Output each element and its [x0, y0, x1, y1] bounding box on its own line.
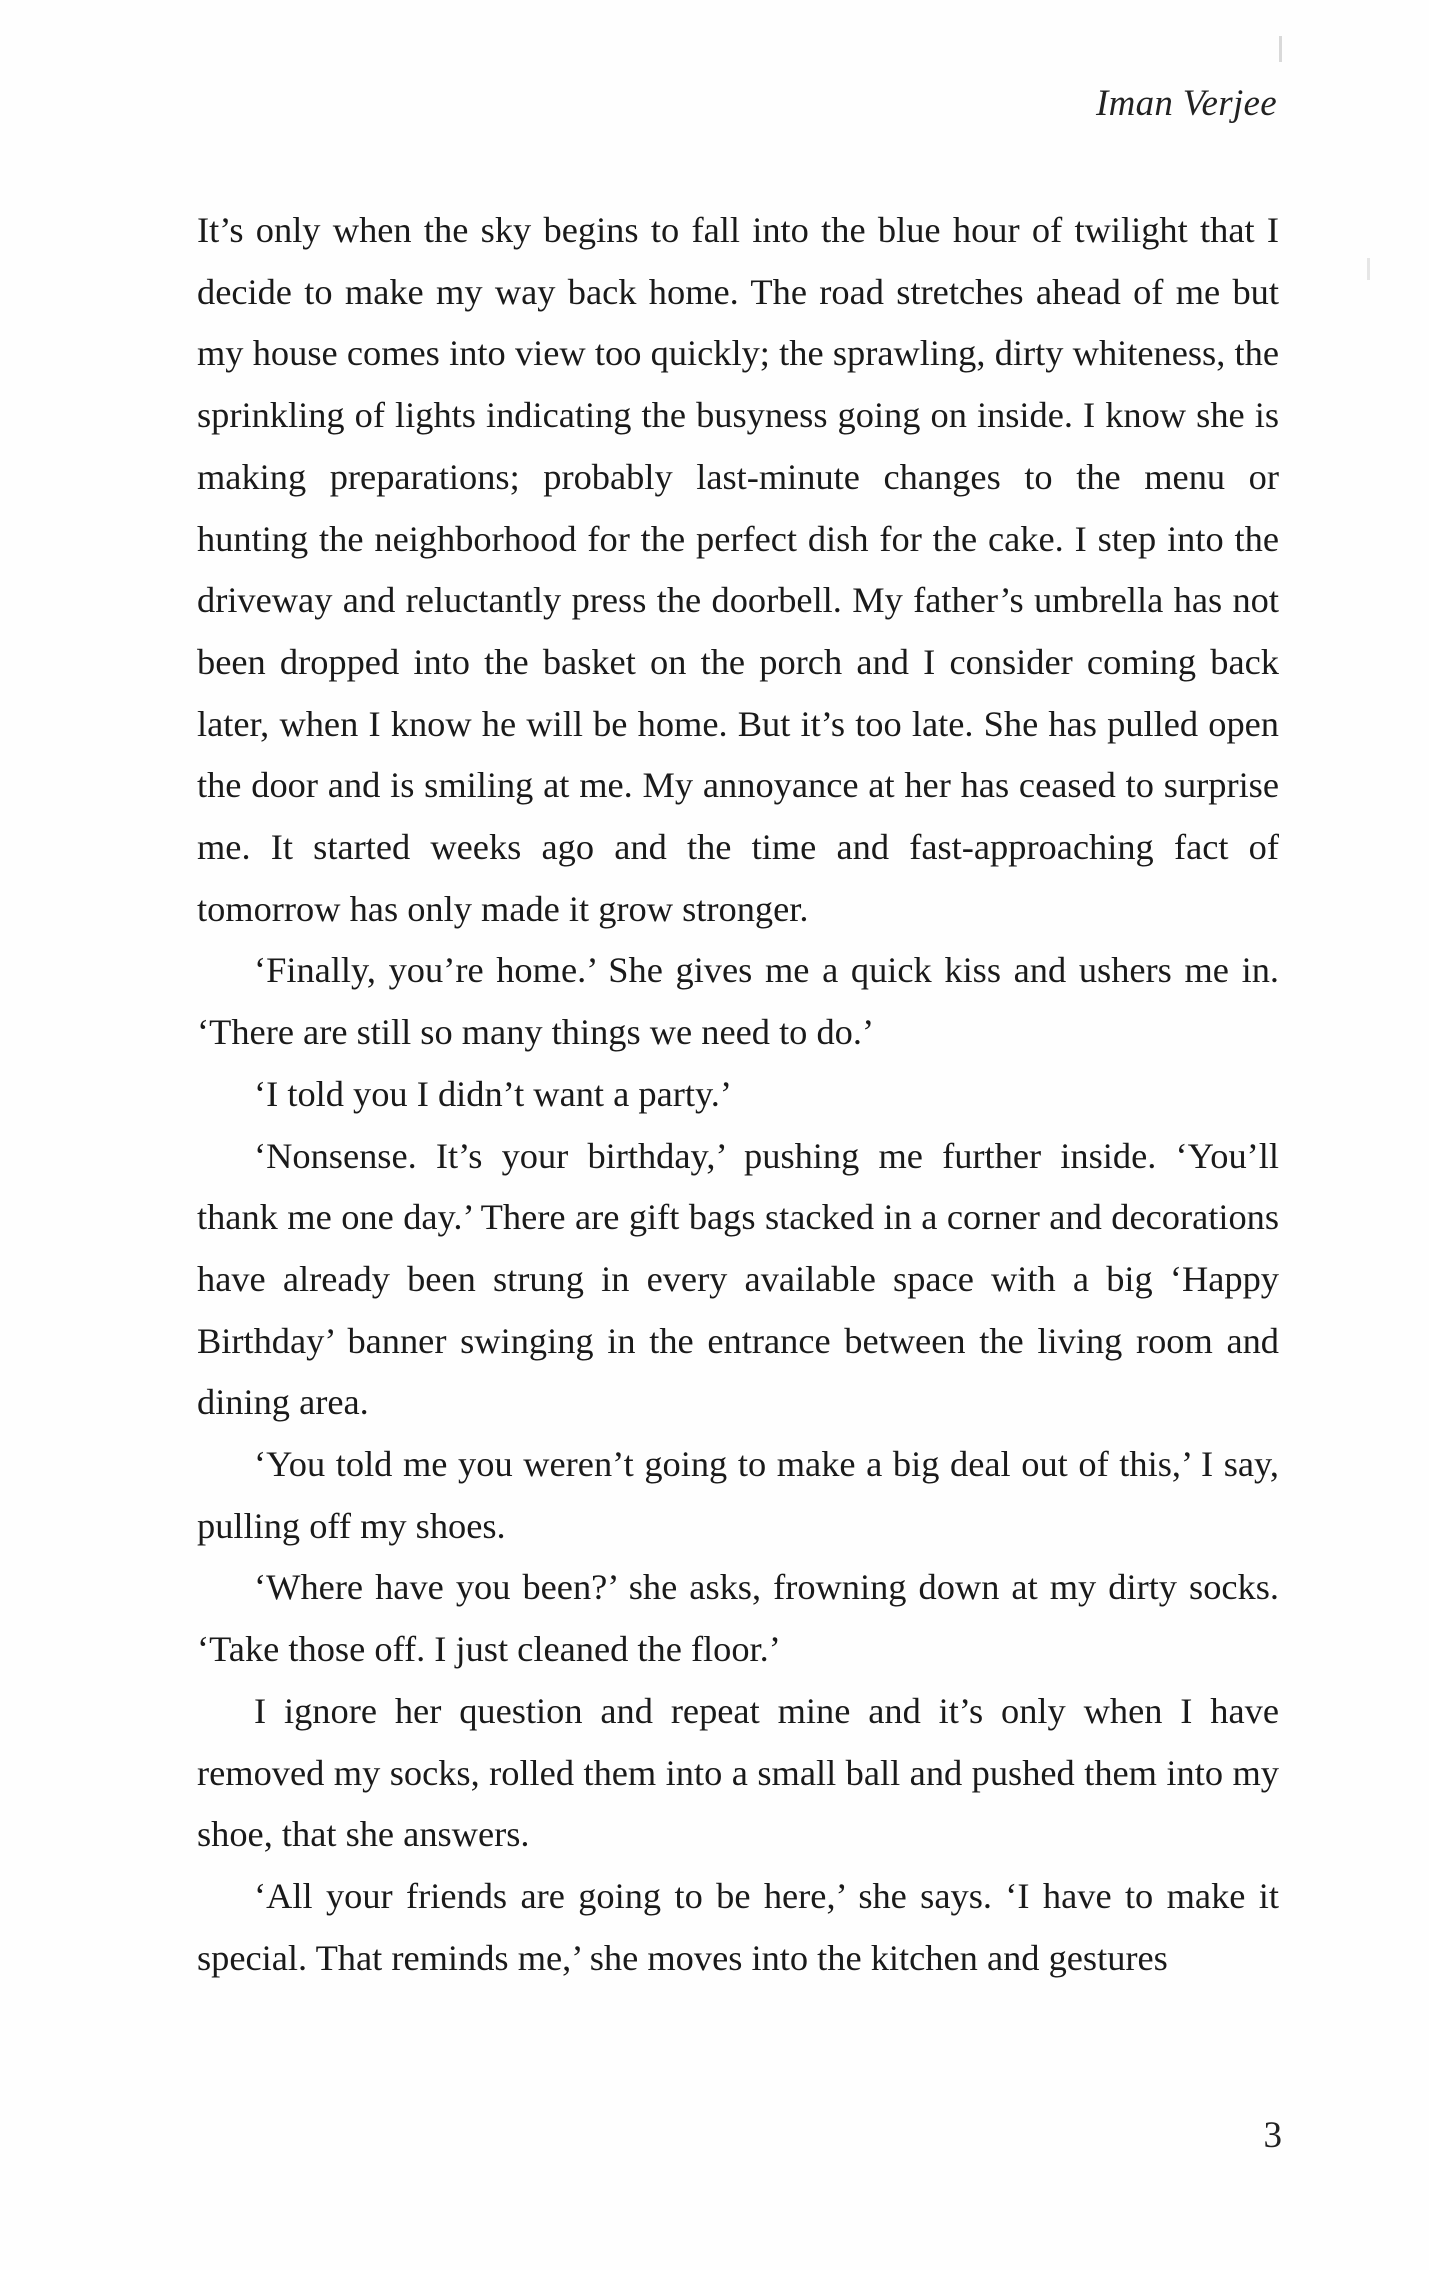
paragraph-1: It’s only when the sky begins to fall into the blue hour of twilight that I decide to make my way back home. The road stretches ahead of me but my house comes into view too quickly; the sprawling, dirty whiteness, the sprinkling of lights indicating the busyness going on inside. I know she is making preparations; probably last-minute changes to the menu or hunting the neighborhood for the perfect dish for the cake. I step into the driveway and reluctantly press the doorbell. My father’s umbrella has not been dropped into the basket on the porch and I consider coming back later, when I know he will be home. But it’s too late. She has pulled open the door and is smiling at me. My annoyance at her has ceased to surprise me. It started weeks ago and the time and fast-approaching fact of tomorrow has only made it grow stronger.	[197, 210, 1279, 929]
paragraph-7: I ignore her question and repeat mine and it’s only when I have removed my socks, rolled them into a small ball and pushed them into my shoe, that she answers.	[197, 1690, 1279, 1855]
body-text	[197, 200, 1279, 1989]
paragraph-4: ‘Nonsense. It’s your birthday,’ pushing me further inside. ‘You’ll thank me one day.’ There are gift bags stacked in a corner and decorations have already been strung in every available space with a big ‘Happy Birthday’ banner swinging in the entrance between the living room and dining area.	[197, 1135, 1279, 1423]
paragraph-3: ‘I told you I didn’t want a party.’	[254, 1073, 733, 1114]
paragraph-8: ‘All your friends are going to be here,’ she says. ‘I have to make it special. That reminds me,’ she moves into the kitchen and gestures	[197, 1875, 1279, 1978]
paragraph-5: ‘You told me you weren’t going to make a big deal out of this,’ I say, pulling off my shoes.	[197, 1444, 1279, 1546]
paragraph-6: ‘Where have you been?’ she asks, frowning down at my dirty socks. ‘Take those off. I just cleaned the floor.’	[197, 1567, 1279, 1670]
running-header-author: Iman Verjee	[1095, 83, 1277, 124]
scan-crease-mark	[1279, 36, 1282, 62]
scan-crease-mark	[1367, 258, 1370, 280]
page-number: 3	[1263, 2115, 1282, 2156]
paragraph-2: ‘Finally, you’re home.’ She gives me a quick kiss and ushers me in. ‘There are still so many things we need to do.’	[197, 950, 1279, 1053]
